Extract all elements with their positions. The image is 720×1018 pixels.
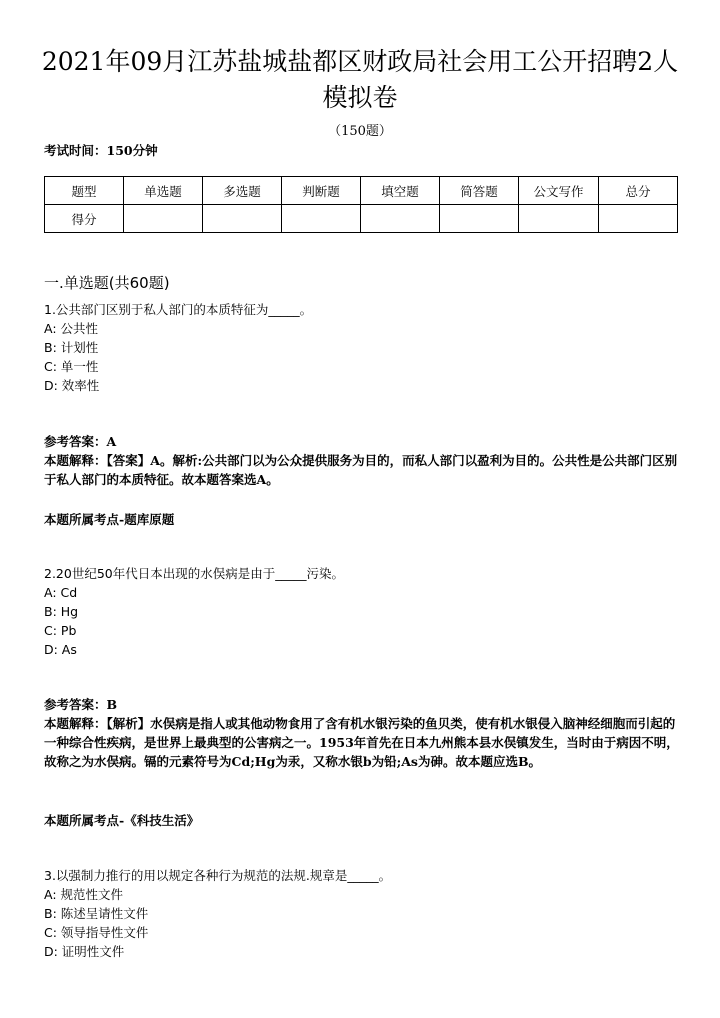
question-3 bbox=[44, 866, 391, 961]
option-d: D: As bbox=[44, 642, 77, 657]
answer-block-2 bbox=[44, 695, 680, 771]
question-count: （150题） bbox=[328, 124, 392, 139]
header-cell: 公文写作 bbox=[519, 177, 599, 205]
option-d: D: 效率性 bbox=[44, 378, 100, 393]
score-table-score-row bbox=[45, 205, 678, 233]
question-stem: 1.公共部门区别于私人部门的本质特征为_____。 bbox=[44, 302, 313, 317]
section-heading: 一.单选题(共60题) bbox=[44, 274, 170, 292]
header-cell: 题型 bbox=[45, 177, 124, 205]
score-cell bbox=[361, 205, 440, 233]
header-cell: 填空题 bbox=[361, 177, 440, 205]
knowledge-point: 本题所属考点-题库原题 bbox=[44, 512, 175, 527]
option-d: D: 证明性文件 bbox=[44, 944, 125, 959]
option-b: B: 计划性 bbox=[44, 340, 99, 355]
question-stem: 3.以强制力推行的用以规定各种行为规范的法规.规章是_____。 bbox=[44, 868, 392, 883]
header-cell: 总分 bbox=[599, 177, 678, 205]
question-stem: 2.20世纪50年代日本出现的水俣病是由于_____污染。 bbox=[44, 566, 344, 581]
option-b: B: Hg bbox=[44, 604, 79, 619]
header-cell: 判断题 bbox=[282, 177, 361, 205]
score-cell bbox=[203, 205, 282, 233]
question-2 bbox=[44, 564, 344, 659]
option-c: C: 单一性 bbox=[44, 359, 99, 374]
score-cell bbox=[282, 205, 361, 233]
option-c: C: Pb bbox=[44, 623, 77, 638]
header-cell: 简答题 bbox=[440, 177, 519, 205]
score-label-cell: 得分 bbox=[45, 205, 124, 233]
score-table-header-row bbox=[45, 177, 678, 205]
option-c: C: 领导指导性文件 bbox=[44, 925, 149, 940]
answer-block-1 bbox=[44, 432, 680, 489]
question-1 bbox=[44, 300, 312, 395]
header-cell: 单选题 bbox=[124, 177, 203, 205]
explanation: 本题解释：【答案】A。解析:公共部门以为公众提供服务为目的，而私人部门以盈利为目的。公共性是公共部门区别于私人部门的本质特征。故本题答案选A。 bbox=[44, 453, 678, 487]
option-a: A: Cd bbox=[44, 585, 78, 600]
option-b: B: 陈述呈请性文件 bbox=[44, 906, 149, 921]
score-cell bbox=[440, 205, 519, 233]
knowledge-point: 本题所属考点-《科技生活》 bbox=[44, 813, 200, 828]
reference-answer: 参考答案：A bbox=[44, 434, 117, 449]
score-cell bbox=[599, 205, 678, 233]
exam-time: 考试时间：150分钟 bbox=[44, 143, 158, 158]
document-title: 2021年09月江苏盐城盐都区财政局社会用工公开招聘2人模拟卷 bbox=[41, 47, 679, 112]
score-cell bbox=[124, 205, 203, 233]
explanation: 本题解释：【解析】水俣病是指人或其他动物食用了含有机水银污染的鱼贝类，使有机水银侵入脑神经细胞而引起的一种综合性疾病，是世界上最典型的公害病之一。1953年首先在日本九州熊本县水俣镇发生，当时由于病因不明，故称之为水俣病。镉的元素符号为Cd;Hg为汞，又称水银b为铅;As为砷。故本题应选B。 bbox=[44, 716, 679, 769]
reference-answer: 参考答案：B bbox=[44, 697, 118, 712]
option-a: A: 规范性文件 bbox=[44, 887, 124, 902]
option-a: A: 公共性 bbox=[44, 321, 99, 336]
score-cell bbox=[519, 205, 599, 233]
header-cell: 多选题 bbox=[203, 177, 282, 205]
score-table bbox=[44, 176, 678, 233]
